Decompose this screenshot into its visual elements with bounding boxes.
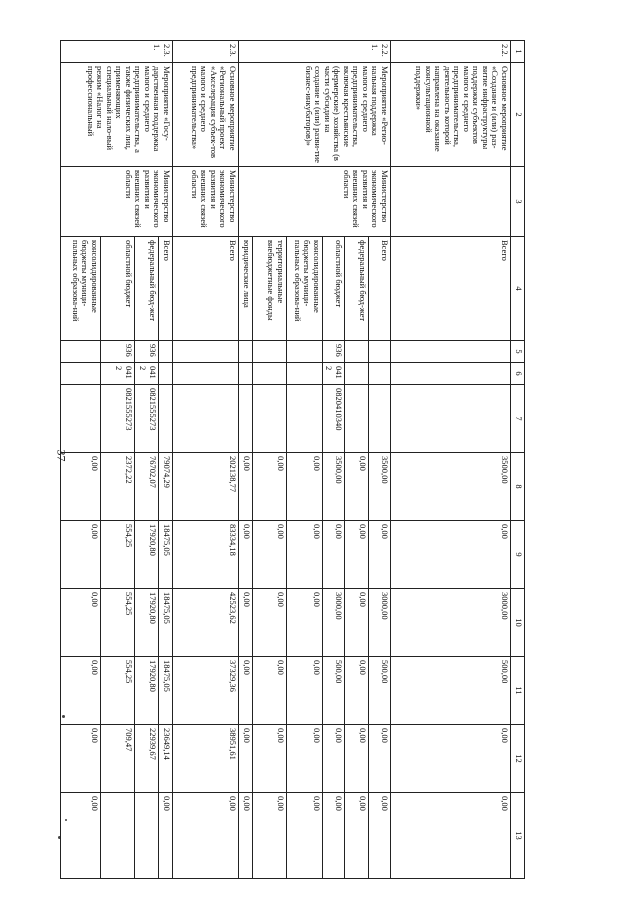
- header-cell: 8: [511, 453, 525, 521]
- funding-source: консолидированные бюджеты муници-пальных образова-ний: [60, 237, 100, 341]
- funding-source: Всего: [391, 237, 511, 341]
- header-cell: 3: [511, 167, 525, 237]
- table-cell: [60, 341, 100, 363]
- header-cell: 4: [511, 237, 525, 341]
- value-cell: 0,00: [238, 793, 252, 879]
- table-cell: [60, 363, 100, 385]
- table-cell: [252, 363, 286, 385]
- value-cell: 554,25: [100, 657, 134, 725]
- table-cell: [345, 341, 369, 363]
- header-cell: 7: [511, 385, 525, 453]
- value-cell: 0,00: [345, 453, 369, 521]
- value-cell: 17920,80: [134, 521, 158, 589]
- value-cell: 0,00: [286, 793, 322, 879]
- table-cell: [172, 363, 238, 385]
- value-cell: 0,00: [238, 521, 252, 589]
- funding-source: консолидированные бюджеты муници-пальных образова-ний: [286, 237, 322, 341]
- value-cell: 0,00: [286, 589, 322, 657]
- value-cell: 3500,00: [322, 453, 344, 521]
- funding-source: областной бюджет: [322, 237, 344, 341]
- header-cell: 13: [511, 793, 525, 879]
- responsible-executor: Министерство экономического развития и внешних связей области: [60, 167, 172, 237]
- table-cell: [391, 363, 511, 385]
- header-cell: 2: [511, 63, 525, 167]
- table-cell: [252, 385, 286, 453]
- value-cell: 0,00: [286, 657, 322, 725]
- value-cell: 0,00: [238, 657, 252, 725]
- value-cell: 500,00: [369, 657, 391, 725]
- table-cell: 936: [322, 341, 344, 363]
- value-cell: 0,00: [252, 521, 286, 589]
- table-cell: 0412: [100, 363, 134, 385]
- table-cell: [172, 341, 238, 363]
- value-cell: 0,00: [252, 453, 286, 521]
- funding-source: Всего: [172, 237, 238, 341]
- value-cell: 0,00: [60, 589, 100, 657]
- value-cell: 202138,77: [172, 453, 238, 521]
- value-cell: 0,00: [238, 589, 252, 657]
- value-cell: 0,00: [369, 521, 391, 589]
- value-cell: 0,00: [286, 725, 322, 793]
- value-cell: 0,00: [158, 793, 172, 879]
- value-cell: 76702,07: [134, 453, 158, 521]
- value-cell: 0,00: [391, 725, 511, 793]
- table-cell: [369, 341, 391, 363]
- table-row: [158, 41, 172, 879]
- value-cell: 0,00: [286, 453, 322, 521]
- value-cell: 554,25: [100, 589, 134, 657]
- header-row: [511, 41, 525, 879]
- value-cell: 18475,05: [158, 657, 172, 725]
- value-cell: 38951,61: [172, 725, 238, 793]
- table-cell: [369, 385, 391, 453]
- value-cell: 709,47: [100, 725, 134, 793]
- activity-name: Основное мероприятие «Создание и (или) раз-витие инфраструктуры поддержки субъектов малого и среднего предпринимательства, деятельность которой направлена на оказание консультационной поддержки»: [391, 63, 511, 167]
- table-cell: [286, 341, 322, 363]
- table-row: [172, 41, 238, 879]
- table-cell: [172, 385, 238, 453]
- header-cell: 6: [511, 363, 525, 385]
- table-cell: [238, 363, 252, 385]
- value-cell: 2372,22: [100, 453, 134, 521]
- row-number: 2.3.: [172, 41, 238, 63]
- responsible-executor: [391, 167, 511, 237]
- value-cell: 0,00: [322, 793, 344, 879]
- value-cell: 3000,00: [391, 589, 511, 657]
- funding-source: территориальные внебюджетные фонды: [252, 237, 286, 341]
- value-cell: 79074,29: [158, 453, 172, 521]
- page-number: 37: [54, 449, 69, 462]
- table-cell: [345, 363, 369, 385]
- value-cell: 0,00: [286, 521, 322, 589]
- rotated-table-wrapper: [70, 40, 525, 878]
- funding-source: федеральный бюд-жет: [345, 237, 369, 341]
- row-number: 2.2.1.: [238, 41, 390, 63]
- row-number: 2.3.1.: [60, 41, 172, 63]
- value-cell: 0,00: [322, 725, 344, 793]
- funding-source: федеральный бюд-жет: [134, 237, 158, 341]
- value-cell: 0,00: [60, 521, 100, 589]
- value-cell: 0,00: [60, 657, 100, 725]
- value-cell: 0,00: [345, 657, 369, 725]
- responsible-executor: Министерство экономического развития и внешних связей области: [172, 167, 238, 237]
- value-cell: 17920,80: [134, 589, 158, 657]
- table-cell: [158, 385, 172, 453]
- value-cell: 37329,36: [172, 657, 238, 725]
- table-cell: [60, 385, 100, 453]
- table-cell: 0412: [134, 363, 158, 385]
- table-cell: [238, 385, 252, 453]
- header-cell: 10: [511, 589, 525, 657]
- value-cell: 0,00: [345, 521, 369, 589]
- header-cell: 11: [511, 657, 525, 725]
- table-area: [70, 40, 525, 878]
- value-cell: [134, 793, 158, 879]
- value-cell: 0,00: [369, 725, 391, 793]
- value-cell: 0,00: [172, 793, 238, 879]
- value-cell: 0,00: [252, 725, 286, 793]
- value-cell: 0,00: [60, 453, 100, 521]
- activity-name: Мероприятие «Регио-нальная поддержка малого и среднего предпринимательства, включая крестьянские (фермерские) хозяйства (в части субсидии на создание и (или) разви-тие бизнес-инкубаторов)»: [238, 63, 390, 167]
- value-cell: [100, 793, 134, 879]
- value-cell: 500,00: [322, 657, 344, 725]
- table-cell: [252, 341, 286, 363]
- table-cell: [345, 385, 369, 453]
- header-cell: 5: [511, 341, 525, 363]
- value-cell: 83334,18: [172, 521, 238, 589]
- value-cell: 22939,67: [134, 725, 158, 793]
- responsible-executor: Министерство экономического развития и внешних связей области: [238, 167, 390, 237]
- table-row: [369, 41, 391, 879]
- activity-name: Основное мероприятие «Региональный проект «Акселерация субъек-тов малого и среднего предпринимательства»: [172, 63, 238, 167]
- value-cell: 17920,80: [134, 657, 158, 725]
- table-cell: 0820410340: [322, 385, 344, 453]
- table-row: [391, 41, 511, 879]
- value-cell: 3000,00: [369, 589, 391, 657]
- budget-table: [60, 40, 525, 879]
- value-cell: 0,00: [60, 725, 100, 793]
- table-cell: [286, 385, 322, 453]
- table-cell: [238, 341, 252, 363]
- table-cell: 0821555273: [100, 385, 134, 453]
- value-cell: 0,00: [391, 793, 511, 879]
- value-cell: 0,00: [252, 657, 286, 725]
- funding-source: юридические лица: [238, 237, 252, 341]
- value-cell: 0,00: [252, 589, 286, 657]
- table-cell: 0821555273: [134, 385, 158, 453]
- table-cell: 936: [134, 341, 158, 363]
- value-cell: 0,00: [391, 521, 511, 589]
- row-number: 2.2.: [391, 41, 511, 63]
- table-cell: [369, 363, 391, 385]
- header-cell: 9: [511, 521, 525, 589]
- table-cell: [286, 363, 322, 385]
- value-cell: 3500,00: [391, 453, 511, 521]
- value-cell: 3000,00: [322, 589, 344, 657]
- value-cell: 0,00: [369, 793, 391, 879]
- value-cell: 0,00: [60, 793, 100, 879]
- table-cell: [391, 385, 511, 453]
- table-cell: [391, 341, 511, 363]
- value-cell: 0,00: [345, 793, 369, 879]
- value-cell: 0,00: [345, 725, 369, 793]
- table-cell: 0412: [322, 363, 344, 385]
- value-cell: 0,00: [238, 453, 252, 521]
- value-cell: 0,00: [238, 725, 252, 793]
- funding-source: областной бюджет: [100, 237, 134, 341]
- funding-source: Всего: [369, 237, 391, 341]
- value-cell: 18475,05: [158, 521, 172, 589]
- value-cell: 23649,14: [158, 725, 172, 793]
- value-cell: 554,25: [100, 521, 134, 589]
- table-cell: [158, 363, 172, 385]
- value-cell: 18475,05: [158, 589, 172, 657]
- value-cell: 0,00: [345, 589, 369, 657]
- header-cell: 1: [511, 41, 525, 63]
- table-cell: [158, 341, 172, 363]
- funding-source: Всего: [158, 237, 172, 341]
- table-cell: 936: [100, 341, 134, 363]
- header-cell: 12: [511, 725, 525, 793]
- value-cell: 0,00: [252, 793, 286, 879]
- value-cell: 0,00: [322, 521, 344, 589]
- value-cell: 500,00: [391, 657, 511, 725]
- value-cell: 3500,00: [369, 453, 391, 521]
- value-cell: 42523,62: [172, 589, 238, 657]
- activity-name: Мероприятие «Госу-дарственная поддержка малого и среднего предпринимательства, а также физических лиц, применяющих специальный нало-вый режим «Налог на профессиональный: [60, 63, 172, 167]
